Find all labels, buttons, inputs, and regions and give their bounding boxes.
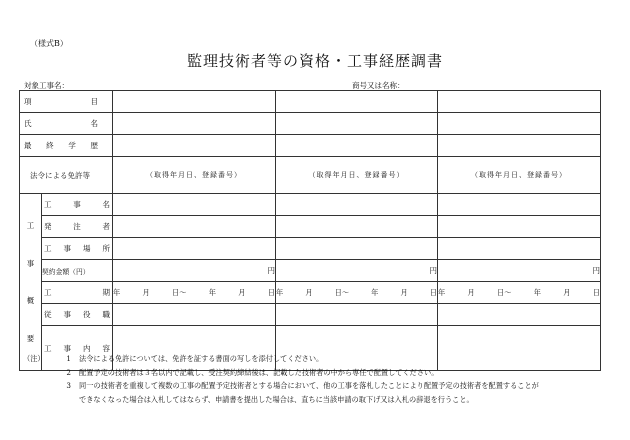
- note-number: 1: [66, 354, 71, 363]
- amount-cell-1[interactable]: 円: [113, 260, 276, 282]
- row-label-orderer: 発 注 者: [42, 216, 113, 238]
- company-name-label: 商号又は名称：: [352, 81, 405, 90]
- orderer-cell-1[interactable]: [113, 216, 276, 238]
- row-label-work-name: 工 事 名: [42, 194, 113, 216]
- note-continuation: できなくなった場合は入札してはならず、申請書を提出した場合は、直ちに当該申請の取下げ又は入札の辞退を行うこと。: [79, 394, 474, 404]
- note-number: 2: [66, 367, 71, 377]
- note-item: [23, 379, 539, 393]
- overview-vertical-label: 工 事 概 要: [20, 194, 42, 371]
- table-row: [20, 91, 601, 113]
- table-row: [20, 194, 601, 216]
- table-row: [20, 113, 601, 135]
- note-text: 配置予定の技術者は３名以内で記載し、受注契約締結後は、記載した技術者の中から専任で配置してください。: [79, 367, 439, 377]
- site-cell-2[interactable]: [276, 238, 438, 260]
- education-cell-2[interactable]: [276, 135, 438, 157]
- row-label-license: 法令による免許等: [20, 157, 113, 194]
- period-cell-1[interactable]: 年 月 日～ 年 月 日: [113, 282, 276, 304]
- orderer-cell-3[interactable]: [438, 216, 601, 238]
- note-text: 同一の技術者を重複して複数の工事の配置予定技術者とする場合において、他の工事を落札したことにより配置予定の技術者を配置することが: [79, 381, 539, 390]
- role-cell-1[interactable]: [113, 304, 276, 326]
- period-cell-3[interactable]: 年 月 日～ 年 月 日: [438, 282, 601, 304]
- item-cell-2[interactable]: [276, 91, 438, 113]
- table-row: [20, 304, 601, 326]
- item-cell-1[interactable]: [113, 91, 276, 113]
- name-cell-3[interactable]: [438, 113, 601, 135]
- license-cell-2[interactable]: （取得年月日、登録番号）: [276, 157, 438, 194]
- site-cell-3[interactable]: [438, 238, 601, 260]
- project-name-label: 対象工事名：: [24, 81, 69, 90]
- amount-cell-2[interactable]: 円: [276, 260, 438, 282]
- table-row: [20, 135, 601, 157]
- period-cell-2[interactable]: 年 月 日～ 年 月 日: [276, 282, 438, 304]
- qualification-table: [19, 90, 601, 371]
- work-name-cell-1[interactable]: [113, 194, 276, 216]
- note-item: [23, 366, 539, 380]
- site-cell-1[interactable]: [113, 238, 276, 260]
- table-row: [20, 157, 601, 194]
- name-cell-2[interactable]: [276, 113, 438, 135]
- note-number: 3: [66, 381, 71, 390]
- row-label-period: 工 期: [42, 282, 113, 304]
- role-cell-2[interactable]: [276, 304, 438, 326]
- row-label-content: 工 事 内 容: [42, 326, 113, 371]
- license-cell-3[interactable]: （取得年月日、登録番号）: [438, 157, 601, 194]
- license-cell-1[interactable]: （取得年月日、登録番号）: [113, 157, 276, 194]
- row-label-site: 工 事 場 所: [42, 238, 113, 260]
- row-label-item: 項 目: [20, 91, 113, 113]
- work-name-cell-3[interactable]: [438, 194, 601, 216]
- table-row: [20, 282, 601, 304]
- form-code: （様式B）: [30, 39, 68, 48]
- note-text: 法令による免許については、免許を証する書面の写しを添付してください。: [79, 354, 324, 363]
- name-cell-1[interactable]: [113, 113, 276, 135]
- education-cell-3[interactable]: [438, 135, 601, 157]
- row-label-role: 従 事 役 職: [42, 304, 113, 326]
- table-row: [20, 238, 601, 260]
- orderer-cell-2[interactable]: [276, 216, 438, 238]
- table-row: [20, 260, 601, 282]
- row-label-name: 氏 名: [20, 113, 113, 135]
- amount-cell-3[interactable]: 円: [438, 260, 601, 282]
- notes: [23, 352, 539, 406]
- work-name-cell-2[interactable]: [276, 194, 438, 216]
- education-cell-1[interactable]: [113, 135, 276, 157]
- item-cell-3[interactable]: [438, 91, 601, 113]
- table-row: [20, 216, 601, 238]
- page-title: 監理技術者等の資格・工事経歴調書: [186, 52, 443, 70]
- row-label-education: 最 終 学 歴: [20, 135, 113, 157]
- note-item: [23, 352, 539, 366]
- notes-head: （注）: [23, 354, 45, 363]
- role-cell-3[interactable]: [438, 304, 601, 326]
- row-label-contract-amount: 契約金額（円）: [42, 260, 113, 282]
